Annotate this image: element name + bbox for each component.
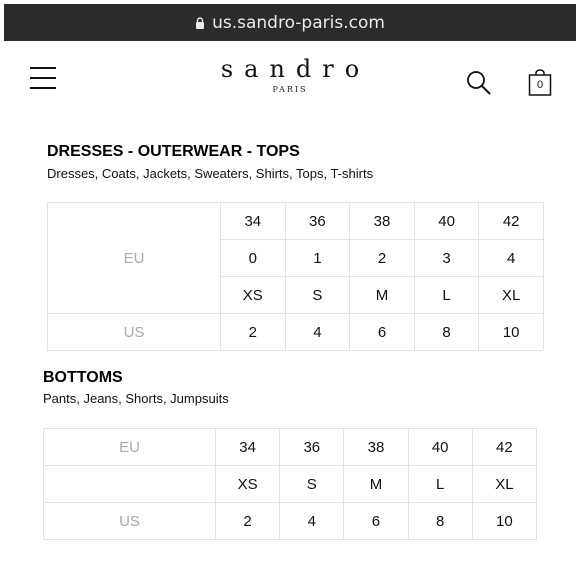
size-table-tops — [47, 202, 544, 351]
table-cell: 3 — [414, 240, 479, 277]
table-cell: 34 — [216, 429, 280, 466]
table-cell: 4 — [479, 240, 544, 277]
us-label: US — [48, 314, 221, 351]
table-cell: 2 — [221, 314, 286, 351]
section-subtitle-bottoms: Pants, Jeans, Shorts, Jumpsuits — [43, 391, 229, 406]
table-row — [44, 503, 537, 540]
table-cell: 10 — [479, 314, 544, 351]
table-cell: 34 — [221, 203, 286, 240]
table-cell: 4 — [285, 314, 350, 351]
table-row — [48, 203, 544, 240]
table-cell: 40 — [414, 203, 479, 240]
eu-label: EU — [44, 429, 216, 466]
section-title-bottoms: BOTTOMS — [43, 369, 123, 386]
table-cell: 2 — [216, 503, 280, 540]
table-cell: S — [285, 277, 350, 314]
eu-label: EU — [48, 203, 221, 314]
table-cell: XL — [479, 277, 544, 314]
table-cell: 8 — [408, 503, 472, 540]
section-subtitle-tops: Dresses, Coats, Jackets, Sweaters, Shirts, Tops, T-shirts — [47, 166, 374, 181]
shopping-bag-button[interactable] — [528, 69, 552, 97]
table-row — [48, 314, 544, 351]
url-text: us.sandro-paris.com — [212, 12, 385, 33]
table-cell: 6 — [344, 503, 408, 540]
address-bar[interactable] — [4, 4, 576, 41]
table-cell: 6 — [350, 314, 415, 351]
logo-wordmark: sandro — [220, 55, 371, 83]
table-cell: 36 — [280, 429, 344, 466]
table-cell: 40 — [408, 429, 472, 466]
table-cell: XL — [472, 466, 536, 503]
table-cell: XS — [216, 466, 280, 503]
table-cell: 0 — [221, 240, 286, 277]
table-cell-empty — [44, 466, 216, 503]
table-cell: 2 — [350, 240, 415, 277]
us-label: US — [44, 503, 216, 540]
table-cell: L — [408, 466, 472, 503]
table-cell: 36 — [285, 203, 350, 240]
table-cell: 4 — [280, 503, 344, 540]
search-icon[interactable] — [466, 70, 492, 96]
table-cell: 42 — [479, 203, 544, 240]
section-title-tops: DRESSES - OUTERWEAR - TOPS — [47, 143, 300, 160]
table-cell: S — [280, 466, 344, 503]
sandro-logo[interactable] — [0, 55, 580, 94]
logo-subtitle: PARIS — [272, 85, 308, 94]
table-cell: 8 — [414, 314, 479, 351]
table-row — [44, 466, 537, 503]
lock-icon — [195, 17, 205, 29]
table-cell: M — [350, 277, 415, 314]
table-cell: 42 — [472, 429, 536, 466]
table-cell: 38 — [350, 203, 415, 240]
table-cell: L — [414, 277, 479, 314]
table-cell: 10 — [472, 503, 536, 540]
table-cell: M — [344, 466, 408, 503]
bag-count: 0 — [536, 79, 544, 91]
table-cell: XS — [221, 277, 286, 314]
table-row — [44, 429, 537, 466]
table-cell: 38 — [344, 429, 408, 466]
site-header — [0, 41, 580, 116]
table-cell: 1 — [285, 240, 350, 277]
size-table-bottoms — [43, 428, 537, 540]
